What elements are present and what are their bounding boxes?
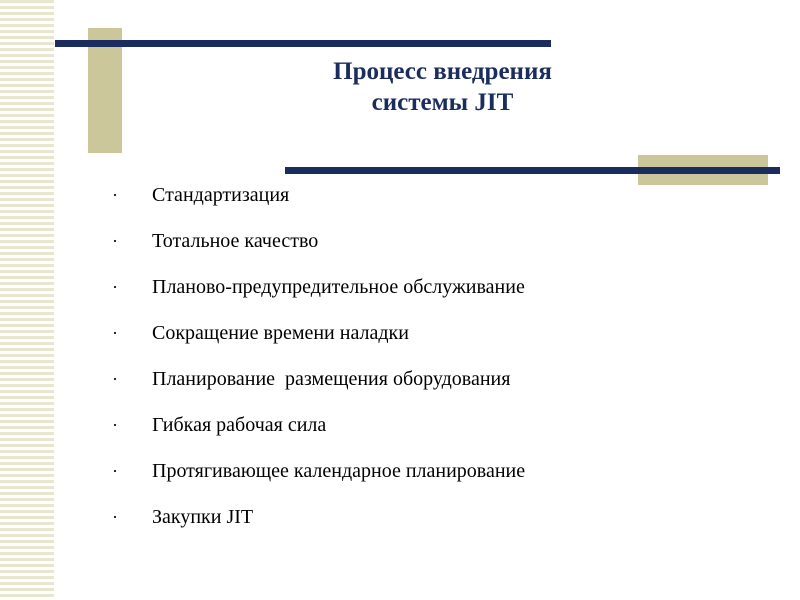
slide-title	[250, 56, 635, 118]
bullet-list	[110, 172, 525, 540]
bullet-icon: ·	[112, 184, 118, 205]
list-item-text: Закупки JIT	[152, 505, 254, 528]
list-item-text: Протягивающее календарное планирование	[152, 459, 526, 482]
list-item-text: Планирование размещения оборудования	[152, 367, 511, 390]
list-item	[110, 218, 525, 264]
list-item	[110, 448, 525, 494]
list-item	[110, 402, 525, 448]
list-item	[110, 172, 525, 218]
list-item-text: Стандартизация	[152, 183, 290, 206]
list-item-text: Гибкая рабочая сила	[152, 413, 327, 436]
bullet-icon: ·	[112, 506, 118, 527]
list-item	[110, 310, 525, 356]
bullet-icon: ·	[112, 414, 118, 435]
list-item-text: Тотальное качество	[152, 229, 319, 252]
bullet-icon: ·	[112, 230, 118, 251]
decorative-line-top	[55, 40, 551, 47]
bullet-icon: ·	[112, 322, 118, 343]
list-item-text: Сокращение времени наладки	[152, 321, 409, 344]
list-item	[110, 264, 525, 310]
list-item	[110, 494, 525, 540]
list-item	[110, 356, 525, 402]
decorative-stripes	[0, 0, 54, 600]
slide-title-line-1: Процесс внедрения	[333, 58, 552, 85]
list-item-text: Планово-предупредительное обслуживание	[152, 275, 525, 298]
bullet-icon: ·	[112, 460, 118, 481]
slide-title-line-2: системы JIT	[371, 89, 514, 116]
bullet-icon: ·	[112, 368, 118, 389]
bullet-icon: ·	[112, 276, 118, 297]
